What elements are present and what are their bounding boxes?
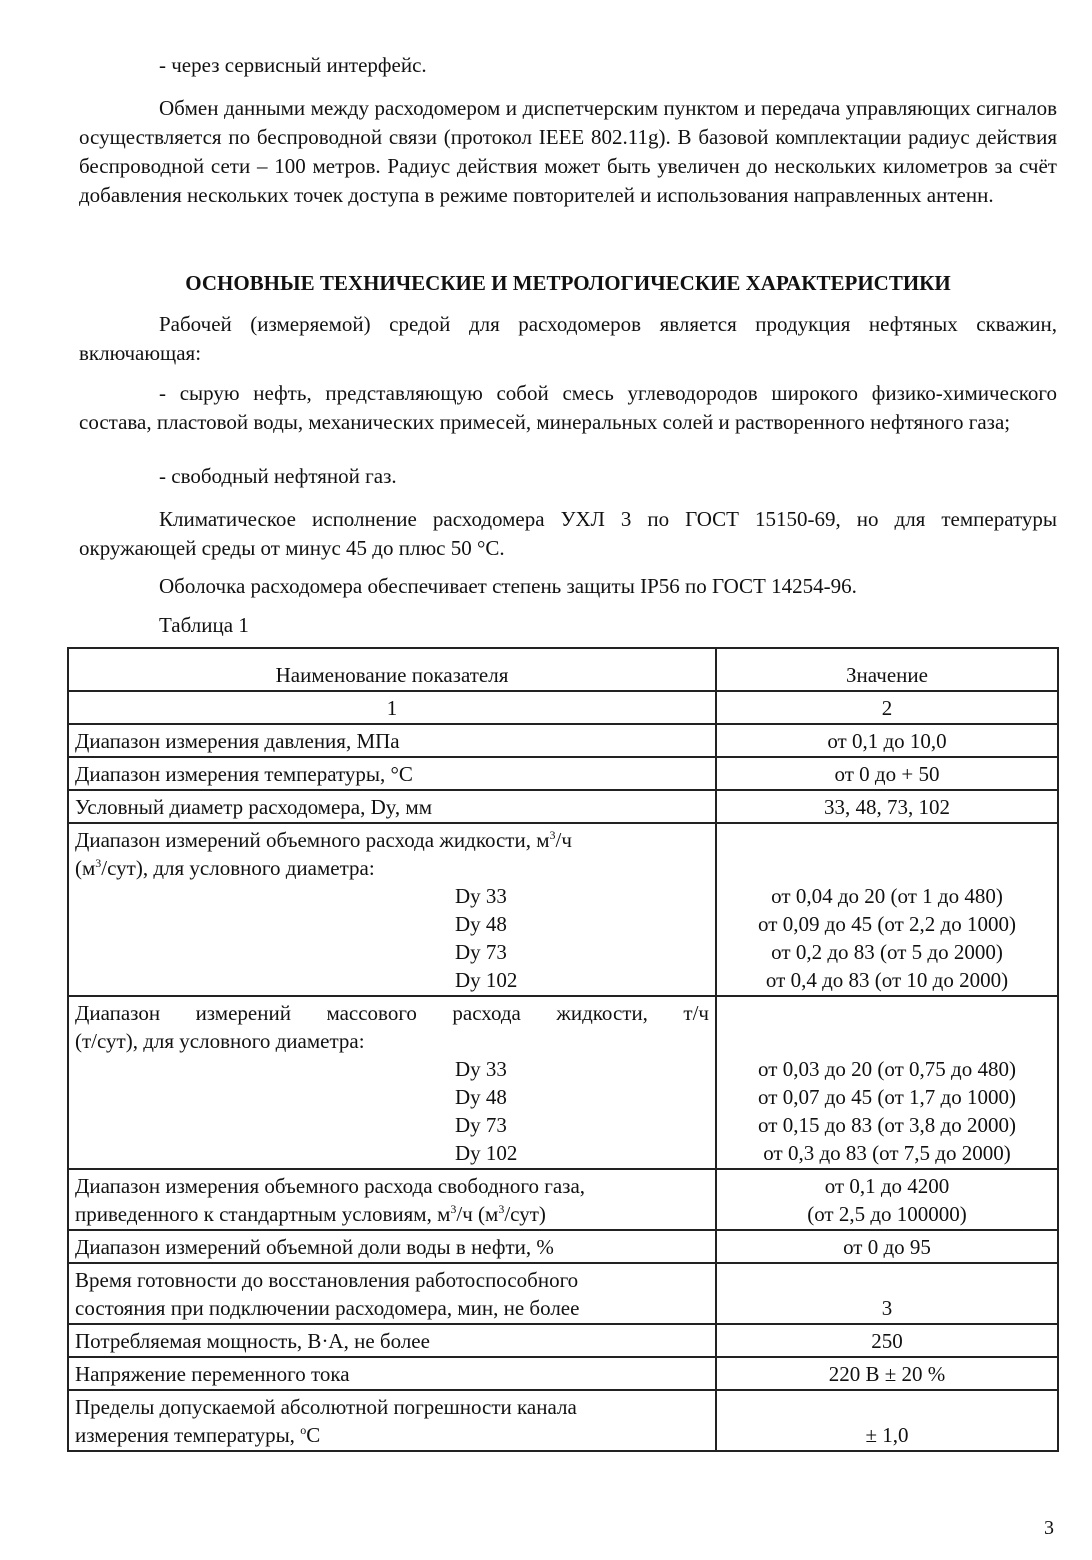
row-name (68, 1390, 716, 1451)
row-value: 250 (716, 1324, 1058, 1357)
superscript: о (300, 1423, 307, 1437)
row-name (68, 996, 716, 1169)
row-name: Условный диаметр расходомера, Dy, мм (68, 790, 716, 823)
table-row-mass-liquid (68, 996, 1058, 1169)
table-row (68, 724, 1058, 757)
row-name (68, 1263, 716, 1324)
table-row (68, 1324, 1058, 1357)
row-name: Диапазон измерений объемной доли воды в нефти, % (68, 1230, 716, 1263)
name-line: /ч (м (456, 1202, 499, 1226)
superscript: 3 (498, 1202, 505, 1216)
row-value: от 0 до + 50 (716, 757, 1058, 790)
row-name (68, 1169, 716, 1230)
row-name: Диапазон измерения давления, МПа (68, 724, 716, 757)
table-row (68, 757, 1058, 790)
section-heading: ОСНОВНЫЕ ТЕХНИЧЕСКИЕ И МЕТРОЛОГИЧЕСКИЕ ХАРАКТЕРИСТИКИ (185, 271, 951, 295)
name-line: Время готовности до восстановления работоспособного (75, 1268, 579, 1292)
bullet-crude-oil: - сырую нефть, представляющую собой смесь углеводородов широкого физико-химического состава, пластовой воды, механических примесей, минеральных солей и растворенного нефтяного газа; (79, 381, 1057, 434)
name-line: Диапазон измерений массового расхода жидкости, т/ч (75, 1001, 709, 1025)
page-number: 3 (1044, 1517, 1054, 1539)
table-row-temperature-error (68, 1390, 1058, 1451)
value-line: (от 2,5 до 100000) (807, 1202, 967, 1226)
superscript: 3 (95, 856, 102, 870)
row-value: 33, 48, 73, 102 (716, 790, 1058, 823)
row-value (716, 996, 1058, 1169)
table-row-free-gas (68, 1169, 1058, 1230)
value-line: от 0,1 до 4200 (824, 1174, 950, 1198)
bullet-service-interface: - через сервисный интерфейс. (159, 53, 427, 77)
table-header-row (68, 648, 1058, 691)
table-row-volumetric-liquid (68, 823, 1058, 996)
name-line: Диапазон измерений объемного расхода жидкости, м (75, 828, 550, 852)
row-value: от 0,1 до 10,0 (716, 724, 1058, 757)
table-row (68, 1357, 1058, 1390)
name-line: /ч (555, 828, 572, 852)
column-number-2: 2 (716, 691, 1058, 724)
header-name: Наименование показателя (68, 648, 716, 691)
column-number-1: 1 (68, 691, 716, 724)
sub-value: от 0,3 до 83 (от 7,5 до 2000) (763, 1141, 1011, 1165)
paragraph-working-medium: Рабочей (измеряемой) средой для расходомеров является продукция нефтяных скважин, включающая: (79, 312, 1057, 365)
sub-label: Dy 48 (455, 912, 507, 936)
sub-label: Dy 102 (455, 968, 518, 992)
sub-label: Dy 73 (455, 1113, 507, 1137)
header-value: Значение (716, 648, 1058, 691)
sub-label: Dy 33 (455, 884, 507, 908)
sub-value: от 0,03 до 20 (от 0,75 до 480) (758, 1057, 1016, 1081)
table-caption: Таблица 1 (159, 613, 249, 637)
column-number-row (68, 691, 1058, 724)
name-line: /сут), для условного диаметра: (101, 856, 375, 880)
name-line: состояния при подключении расходомера, мин, не более (75, 1296, 580, 1320)
paragraph-data-exchange: Обмен данными между расходомером и диспетчерским пунктом и передача управляющих сигналов осуществляется по беспроводной связи (протокол IEEE 802.11g). В базовой комплектации радиус действия беспроводной сети – 100 метров. Радиус действия может быть увеличен до нескольких километров за счёт добавления нескольких точек доступа в режиме повторителей и использования направленных антенн. (79, 96, 1057, 207)
sub-value: от 0,07 до 45 (от 1,7 до 1000) (758, 1085, 1016, 1109)
bullet-free-gas: - свободный нефтяной газ. (159, 464, 397, 488)
sub-value: от 0,4 до 83 (от 10 до 2000) (765, 968, 1009, 992)
row-name: Напряжение переменного тока (68, 1357, 716, 1390)
sub-label: Dy 73 (455, 940, 507, 964)
sub-value: от 0,2 до 83 (от 5 до 2000) (771, 940, 1003, 964)
sub-label: Dy 33 (455, 1057, 507, 1081)
superscript: 3 (549, 828, 556, 842)
sub-label: Dy 48 (455, 1085, 507, 1109)
name-line: (м (75, 856, 96, 880)
name-line: измерения температуры, (75, 1423, 301, 1447)
superscript: 3 (450, 1202, 457, 1216)
table-row-readiness-time (68, 1263, 1058, 1324)
table-row (68, 1230, 1058, 1263)
row-name (68, 823, 716, 996)
name-line: /сут) (504, 1202, 546, 1226)
row-value: ± 1,0 (716, 1390, 1058, 1451)
name-line: приведенного к стандартным условиям, м (75, 1202, 451, 1226)
row-name: Потребляемая мощность, В·А, не более (68, 1324, 716, 1357)
sub-value: от 0,09 до 45 (от 2,2 до 1000) (758, 912, 1016, 936)
row-value: 220 В ± 20 % (716, 1357, 1058, 1390)
sub-value: от 0,04 до 20 (от 1 до 480) (771, 884, 1003, 908)
name-line: (т/сут), для условного диаметра: (75, 1029, 365, 1053)
row-value: от 0 до 95 (716, 1230, 1058, 1263)
paragraph-protection: Оболочка расходомера обеспечивает степень защиты IP56 по ГОСТ 14254-96. (159, 574, 857, 598)
sub-value: от 0,15 до 83 (от 3,8 до 2000) (758, 1113, 1016, 1137)
paragraph-climate: Климатическое исполнение расходомера УХЛ 3 по ГОСТ 15150-69, но для температуры окружающей среды от минус 45 до плюс 50 °С. (79, 507, 1057, 560)
name-line: Диапазон измерения объемного расхода свободного газа, (75, 1174, 586, 1198)
row-value: 3 (716, 1263, 1058, 1324)
row-name: Диапазон измерения температуры, °С (68, 757, 716, 790)
name-line: Пределы допускаемой абсолютной погрешности канала (75, 1395, 577, 1419)
row-value (716, 1169, 1058, 1230)
sub-label: Dy 102 (455, 1141, 518, 1165)
specs-table (67, 647, 1059, 1452)
row-value (716, 823, 1058, 996)
name-line: С (306, 1423, 321, 1447)
table-row (68, 790, 1058, 823)
